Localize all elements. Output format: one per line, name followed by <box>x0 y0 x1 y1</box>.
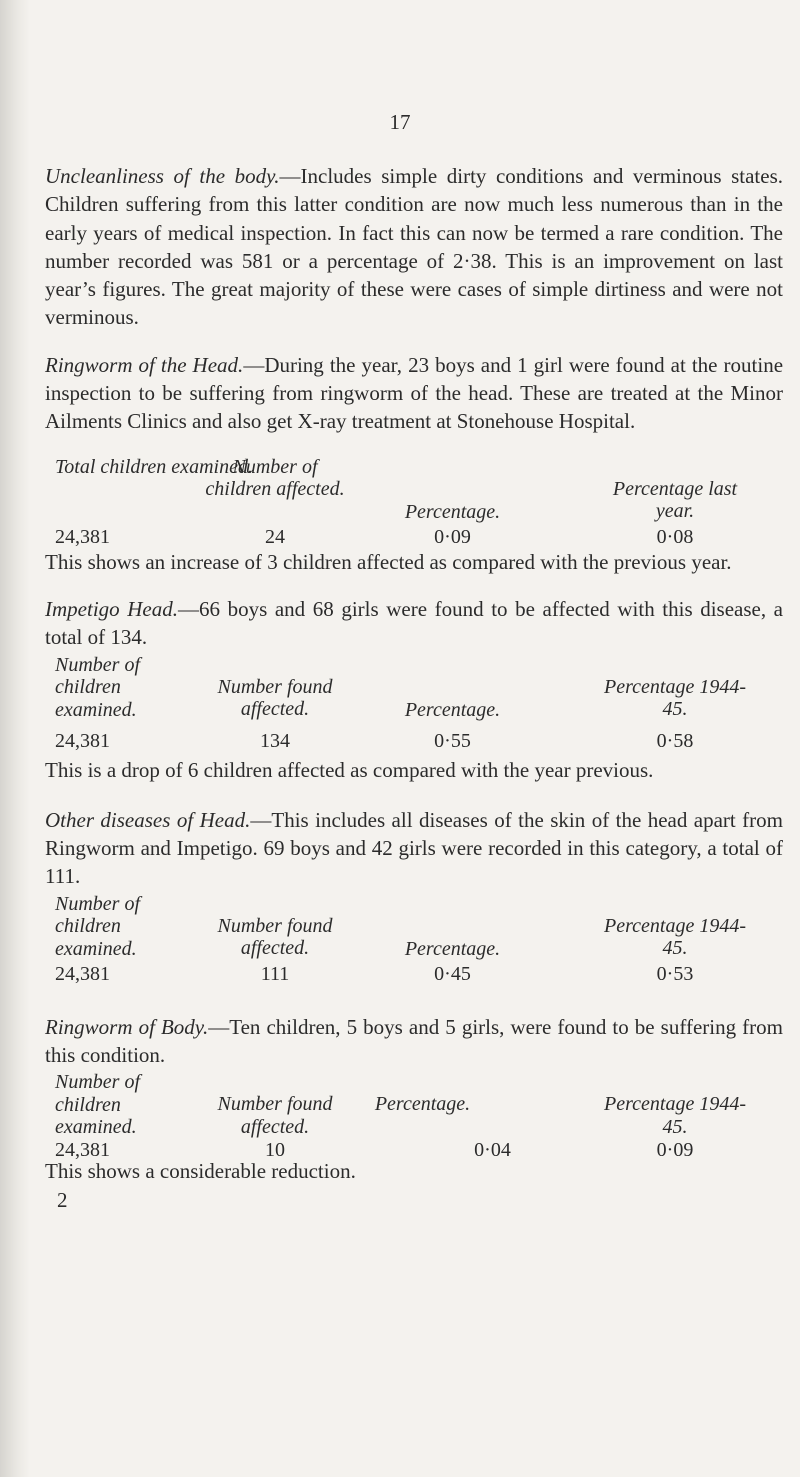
other-head-text: —This includes all diseases of the skin of the head apart from Ringworm and Impetigo. 69 boys and 42 girls were recorded in this category, a total of 111. <box>45 807 784 889</box>
signature-number: 2 <box>57 1187 68 1212</box>
value-number-affected: 24 <box>265 525 285 548</box>
header-percentage-1944-45: Percentage 1944-45. <box>604 675 746 721</box>
header-children-examined: Number of children examined. <box>55 653 140 721</box>
page-edge-shadow <box>0 0 30 1477</box>
header-children-examined: Number of children examined. <box>55 1071 140 1139</box>
page-number: 17 <box>389 110 411 134</box>
ringworm-head-paragraph <box>45 351 783 436</box>
impetigo-head-table <box>45 654 783 762</box>
value-found-affected: 134 <box>260 729 290 752</box>
header-found-affected: Number found affected. <box>217 914 333 960</box>
header-percentage: Percentage. <box>404 937 501 960</box>
value-percentage-last-year: 0·08 <box>656 525 694 548</box>
uncleanliness-heading: Uncleanliness of the body. <box>45 164 280 188</box>
value-percentage-1944-45: 0·58 <box>656 729 694 752</box>
page-body <box>45 162 783 1213</box>
header-found-affected: Number found affected. <box>217 675 333 721</box>
impetigo-head-note: This is a drop of 6 children affected as compared with the year previous. <box>45 757 654 782</box>
ringworm-body-paragraph <box>45 1013 783 1070</box>
ringworm-head-note: This shows an increase of 3 children affected as compared with the previous year. <box>45 549 732 574</box>
header-percentage: Percentage. <box>404 698 501 721</box>
ringworm-body-text: —Ten children, 5 boys and 5 girls, were found to be suffering from this condition. <box>45 1014 783 1068</box>
header-percentage-1944-45: Percentage 1944-45. <box>604 1093 746 1138</box>
value-percentage-1944-45: 0·09 <box>656 1139 694 1162</box>
value-percentage: 0·09 <box>434 525 471 548</box>
ringworm-head-text: —During the year, 23 boys and 1 girl were found at the routine inspection to be suffering from ringworm of the head. These are treated at the Minor Ailments Clinics and also get X-ray treatment at Stonehouse Hospital. <box>45 352 784 434</box>
value-percentage-1944-45: 0·53 <box>656 962 694 985</box>
header-total-children: Total children examined. <box>55 455 253 478</box>
other-head-table <box>45 893 783 985</box>
ringworm-head-heading: Ringworm of the Head. <box>45 352 244 377</box>
header-found-affected: Number found affected. <box>217 1093 333 1138</box>
ringworm-head-table <box>45 456 783 548</box>
header-percentage-last-year: Percentage last year. <box>612 477 738 523</box>
impetigo-head-paragraph <box>45 595 783 652</box>
header-percentage: Percentage. <box>374 1093 471 1116</box>
value-children-examined: 24,381 <box>55 1139 110 1162</box>
uncleanliness-paragraph <box>45 162 783 332</box>
value-percentage: 0·04 <box>474 1139 511 1162</box>
impetigo-head-text: —66 boys and 68 girls were found to be affected with this disease, a total of 134. <box>45 596 784 650</box>
other-head-paragraph <box>45 806 783 891</box>
uncleanliness-text: —Includes simple dirty conditions and verminous states. Children suffering from this latter condition are now much less numerous than in the early years of medical inspection. In fact this can now be termed a rare condition. The number recorded was 581 or a percentage of 2·38. This is an improvement on last year’s figures. The great majority of these were cases of simple dirtiness and were not verminous. <box>45 164 783 330</box>
value-children-examined: 24,381 <box>55 729 110 752</box>
value-percentage: 0·55 <box>434 729 471 752</box>
value-total-children: 24,381 <box>55 525 110 548</box>
value-percentage: 0·45 <box>434 962 471 985</box>
value-found-affected: 10 <box>265 1139 285 1162</box>
impetigo-head-heading: Impetigo Head. <box>45 596 178 621</box>
ringworm-body-table <box>45 1071 783 1161</box>
header-percentage-1944-45: Percentage 1944-45. <box>604 914 746 960</box>
value-found-affected: 111 <box>260 962 290 985</box>
header-number-affected: Number of children affected. <box>205 455 345 501</box>
ringworm-body-note: This shows a considerable reduction. <box>45 1159 356 1184</box>
header-children-examined: Number of children examined. <box>55 892 140 960</box>
header-percentage: Percentage. <box>404 500 501 523</box>
value-children-examined: 24,381 <box>55 962 110 985</box>
other-head-heading: Other diseases of Head. <box>45 807 251 832</box>
ringworm-body-heading: Ringworm of Body. <box>45 1014 209 1039</box>
